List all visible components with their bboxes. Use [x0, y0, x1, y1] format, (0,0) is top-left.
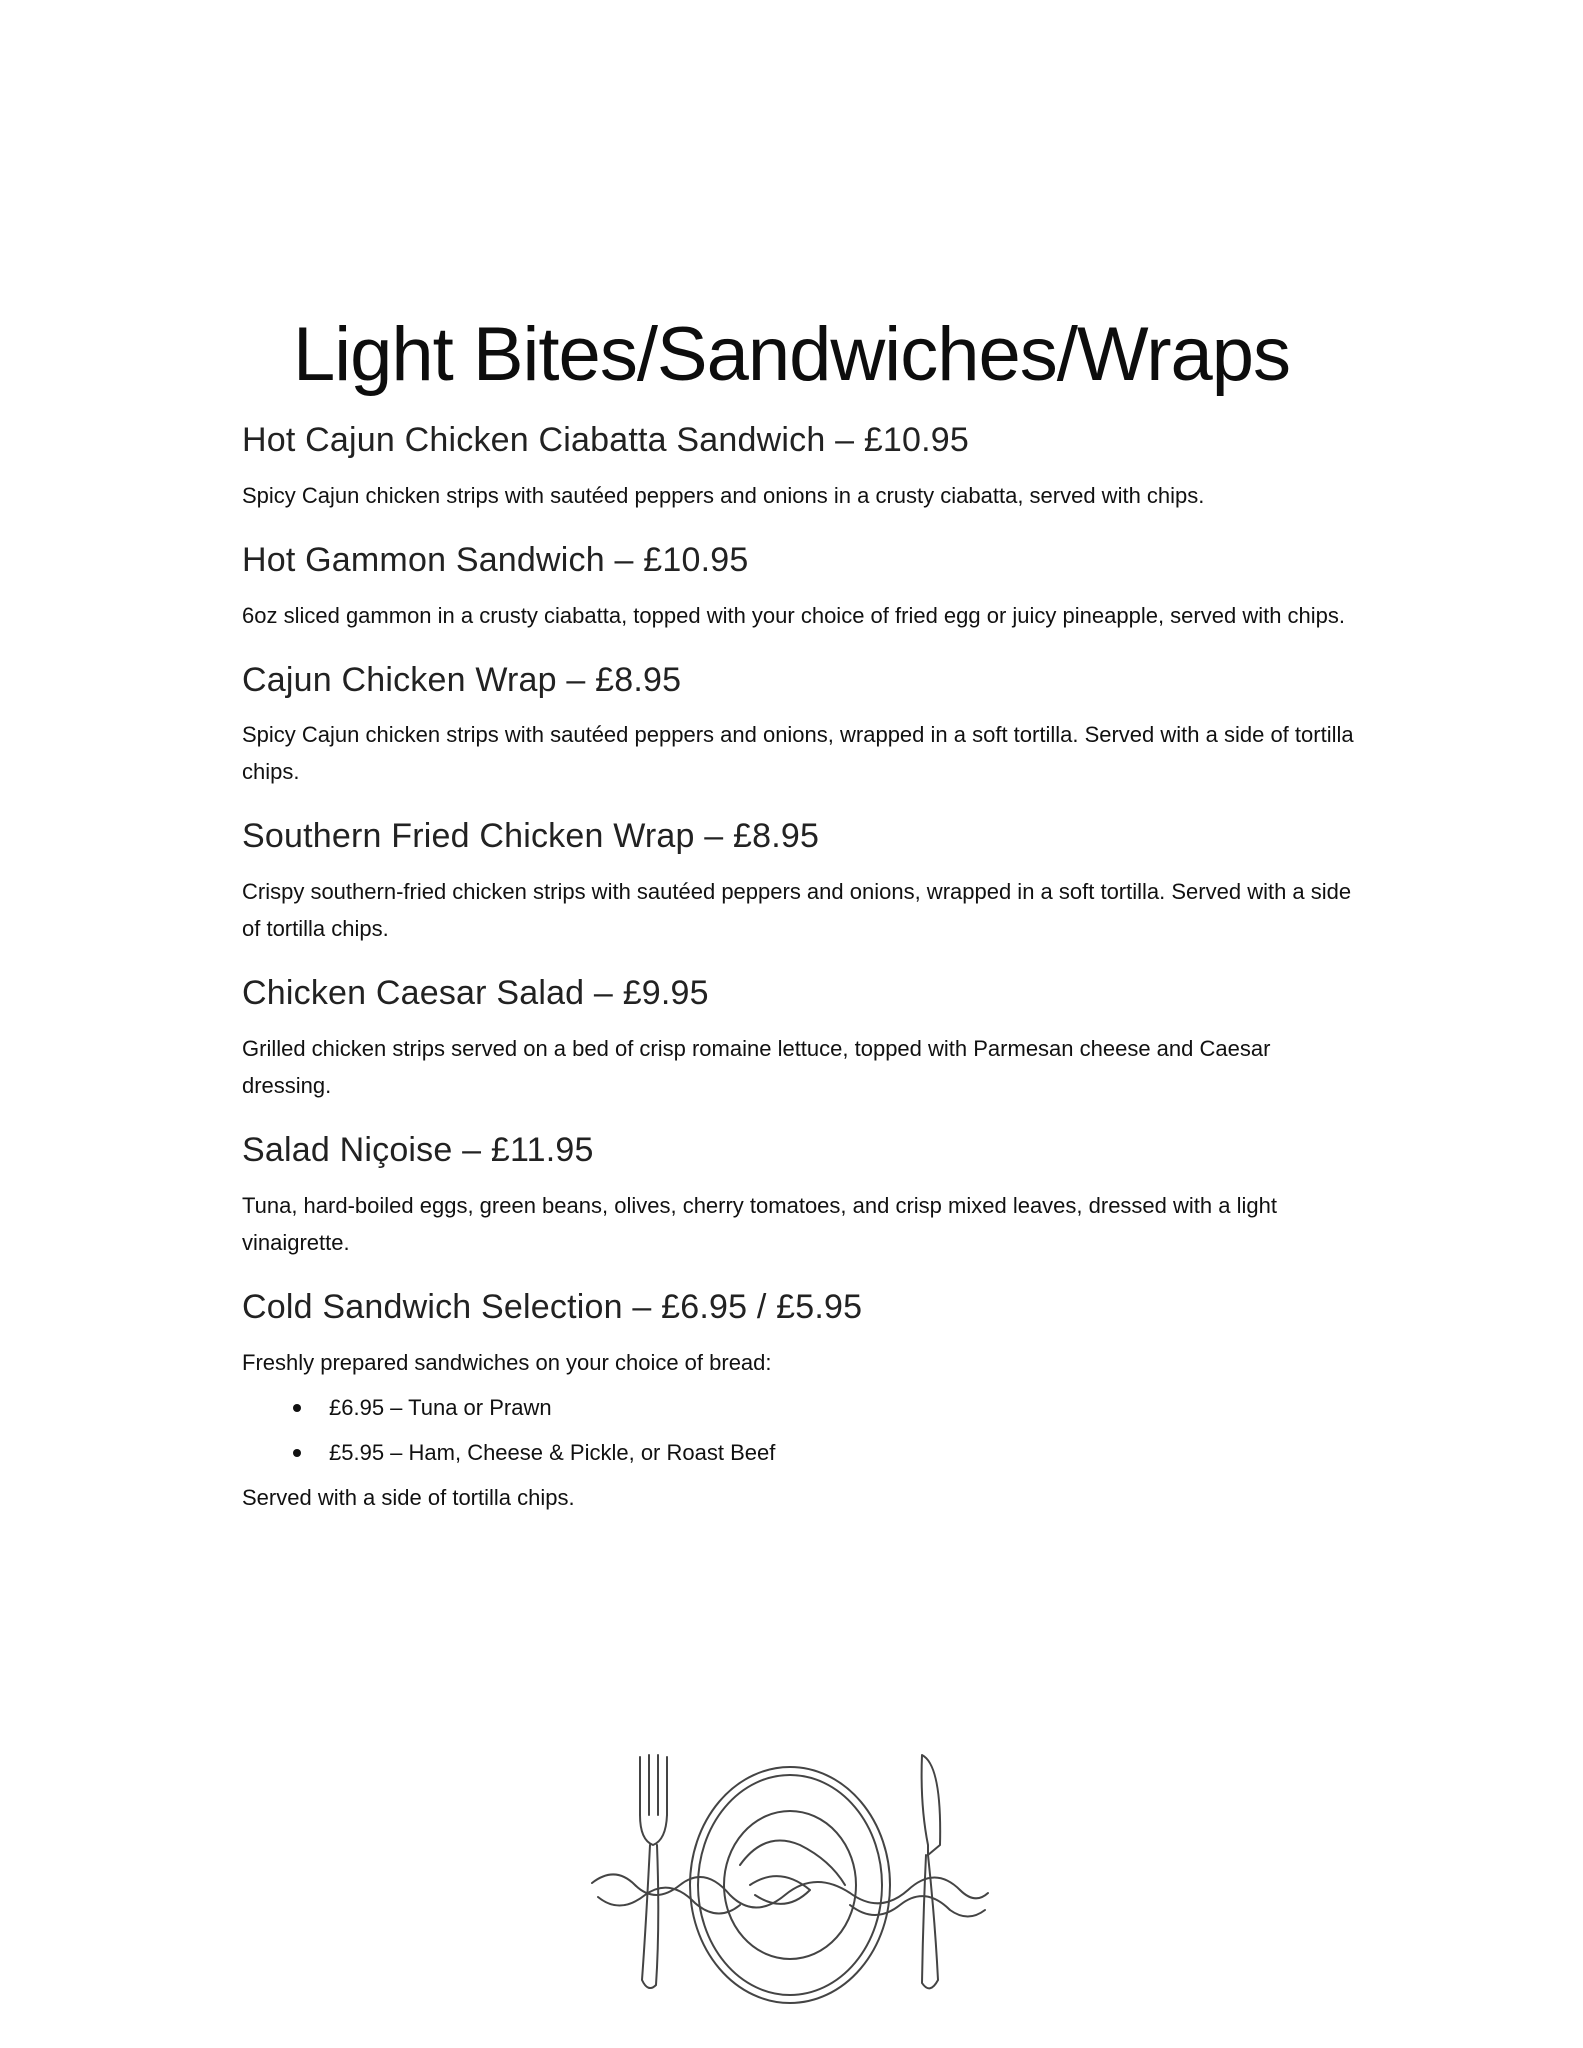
list-item	[242, 1385, 1362, 1430]
cold-selection-options	[242, 1385, 1362, 1475]
menu-item	[242, 973, 1362, 1104]
item-description: Spicy Cajun chicken strips with sautéed peppers and onions, wrapped in a soft tortilla. Served with a side of tortilla chips.	[242, 722, 1354, 785]
knife-icon	[922, 1755, 941, 1988]
item-description: Crispy southern-fried chicken strips with sautéed peppers and onions, wrapped in a soft tortilla. Served with a side of tortilla chips.	[242, 879, 1352, 942]
item-name: Salad Niçoise – £11.95	[242, 1130, 594, 1169]
bullet-icon	[293, 1404, 301, 1412]
option-text: £5.95 – Ham, Cheese & Pickle, or Roast Beef	[329, 1439, 776, 1465]
page-title: Light Bites/Sandwiches/Wraps	[292, 311, 1291, 397]
menu-item	[242, 540, 1362, 634]
item-description: Grilled chicken strips served on a bed of crisp romaine lettuce, topped with Parmesan cheese and Caesar dressing.	[242, 1035, 1271, 1098]
fork-icon	[640, 1755, 667, 1988]
item-description: 6oz sliced gammon in a crusty ciabatta, topped with your choice of fried egg or juicy pineapple, served with chips.	[242, 602, 1346, 628]
menu-item	[242, 816, 1362, 947]
item-name: Cold Sandwich Selection – £6.95 / £5.95	[242, 1287, 863, 1326]
cold-selection-footer: Served with a side of tortilla chips.	[242, 1484, 575, 1510]
option-text: £6.95 – Tuna or Prawn	[329, 1394, 552, 1420]
item-name: Hot Gammon Sandwich – £10.95	[242, 540, 749, 579]
menu-item	[242, 660, 1362, 791]
item-name: Southern Fried Chicken Wrap – £8.95	[242, 817, 820, 856]
menu-content	[242, 420, 1362, 1516]
menu-item	[242, 420, 1362, 514]
item-name: Hot Cajun Chicken Ciabatta Sandwich – £10.95	[242, 421, 970, 459]
list-item	[242, 1430, 1362, 1475]
cold-sandwich-section	[242, 1287, 1362, 1516]
plate-fork-knife-icon	[590, 1745, 990, 2005]
cold-selection-intro: Freshly prepared sandwiches on your choice of bread:	[242, 1349, 772, 1375]
item-name: Cajun Chicken Wrap – £8.95	[242, 660, 682, 699]
bullet-icon	[293, 1449, 301, 1457]
item-name: Chicken Caesar Salad – £9.95	[242, 974, 709, 1013]
item-description: Spicy Cajun chicken strips with sautéed peppers and onions in a crusty ciabatta, served with chips.	[242, 482, 1205, 508]
menu-item	[242, 1130, 1362, 1261]
item-description: Tuna, hard-boiled eggs, green beans, olives, cherry tomatoes, and crisp mixed leaves, dressed with a light vinaigrette.	[242, 1192, 1277, 1255]
